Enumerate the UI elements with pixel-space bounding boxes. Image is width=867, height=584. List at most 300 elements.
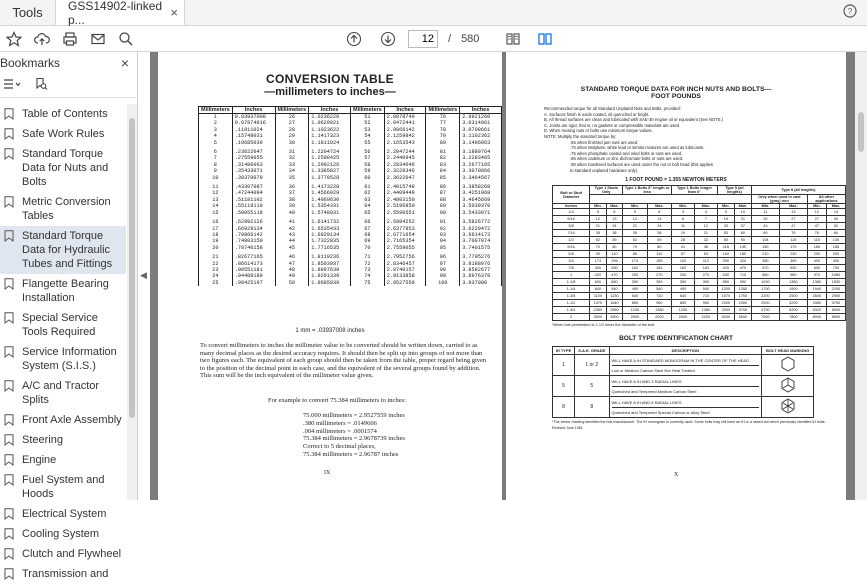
conv-cell: 3.6614173 [460, 232, 502, 238]
torque-cell: 390 [694, 279, 717, 286]
help-icon[interactable] [843, 4, 857, 21]
bookmark-item[interactable] [0, 144, 126, 192]
conv-cell: 3.2677165 [460, 162, 502, 168]
torque-cell: 9/16 [553, 244, 590, 251]
conv-header-in: Inches [232, 107, 275, 114]
torque-cell: 940 [606, 286, 623, 293]
bookmark-item[interactable] [0, 192, 126, 226]
close-panel-icon[interactable]: × [120, 55, 129, 71]
conv-cell: 62 [350, 190, 384, 196]
conv-cell: 21 [199, 251, 233, 260]
conv-cell: 81 [426, 146, 460, 155]
torque-cell: 180 [734, 251, 751, 258]
conv-cell: 3.8976378 [460, 273, 502, 279]
print-icon[interactable] [56, 26, 84, 52]
torque-cell: 3200 [779, 300, 807, 307]
torque-cell: 850 [751, 272, 779, 279]
torque-cell: 1700 [751, 286, 779, 293]
bookmark-item[interactable] [0, 226, 126, 274]
page-folio-right: X [674, 472, 679, 478]
conv-cell: 1.3779528 [309, 175, 351, 181]
upload-cloud-icon[interactable] [28, 26, 56, 52]
torque-cell: 640 [623, 293, 647, 300]
conv-cell: .62992126 [232, 216, 275, 225]
bookmarks-panel [0, 52, 138, 580]
torque-cell: 5000 [717, 314, 734, 321]
conv-cell: 1.0629921 [309, 120, 351, 126]
torque-cell: 69 [751, 230, 779, 237]
torque-cell: 540 [647, 286, 671, 293]
torque-cell: 43 [751, 223, 779, 230]
conv-cell: 2.8346457 [384, 261, 426, 267]
torque-cell: 181 [647, 265, 671, 272]
conv-cell: 2.5984252 [384, 216, 426, 225]
torque-cell: 230 [779, 251, 807, 258]
conv-cell: 1.8110236 [309, 251, 351, 260]
example-line: .380 millimeters = .0149606 [303, 419, 377, 427]
torque-cell: 12 [807, 209, 826, 216]
bookmark-flag-icon [4, 414, 14, 426]
conv-cell: 2.4015748 [384, 181, 426, 190]
torque-cell: 13 [779, 209, 807, 216]
conv-cell: 2.7559055 [384, 245, 426, 251]
torque-note-line: to standard unplated hardware only). [570, 167, 639, 173]
torque-cell: 24 [606, 223, 623, 230]
torque-cell: 52 [623, 237, 647, 244]
bookmark-item[interactable] [0, 450, 126, 470]
bookmark-flag-icon [4, 108, 14, 120]
bolt-type: 8 [553, 397, 575, 418]
bookmark-label: Table of Contents [22, 108, 108, 120]
conv-cell: .59055118 [232, 210, 275, 216]
torque-cell: 5 [623, 209, 647, 216]
conv-cell: .23622047 [232, 146, 275, 155]
torque-cell: 24 [647, 223, 671, 230]
torque-cell: 850 [672, 300, 695, 307]
conversion-subtitle: —millimeters to inches— [264, 86, 396, 98]
conv-cell: 74 [350, 273, 384, 279]
torque-subheader: Max. [779, 204, 807, 209]
conv-cell: 49 [275, 273, 309, 279]
bookmark-label: Engine [22, 454, 57, 466]
conv-cell: 54 [350, 133, 384, 139]
torque-cell: 28 [672, 237, 695, 244]
torque-cell: 1470 [590, 300, 607, 307]
conv-cell: 91 [426, 216, 460, 225]
torque-cell: 390 [647, 279, 671, 286]
torque-cell: 970 [807, 272, 826, 279]
torque-cell: 5 [590, 209, 607, 216]
torque-cell: 950 [779, 272, 807, 279]
torque-subtitle: FOOT POUNDS [651, 93, 701, 100]
next-page-icon[interactable] [374, 26, 402, 52]
torque-header-type5: Type 5 (all lengths) [717, 186, 751, 195]
conv-cell: 36 [275, 181, 309, 190]
torque-cell: 84 [826, 230, 845, 237]
torque-subheader: Max. [606, 204, 623, 209]
conv-cell: 55 [350, 140, 384, 146]
torque-cell: 6000 [826, 307, 845, 314]
page-total: 580 [461, 32, 480, 45]
torque-cell: 2200 [751, 293, 779, 300]
torque-cell: 630 [779, 265, 807, 272]
search-icon[interactable] [112, 26, 140, 52]
page-conversion-table [158, 52, 502, 500]
torque-cell: 710 [694, 293, 717, 300]
torque-cell: 165 [807, 244, 826, 251]
conv-cell: .35433071 [232, 168, 275, 174]
bookmark-item[interactable] [0, 504, 126, 524]
torque-cell: 710 [734, 272, 751, 279]
torque-cell: 2900 [751, 300, 779, 307]
torque-cell: 110 [606, 251, 623, 258]
bookmark-item[interactable] [0, 376, 126, 410]
page-separator: / [448, 32, 452, 45]
conv-cell: 22 [199, 261, 233, 267]
bookmark-flag-icon [4, 230, 14, 242]
conv-cell: 27 [275, 120, 309, 126]
conv-cell: 0.07874016 [232, 120, 275, 126]
conv-cell: 45 [275, 245, 309, 251]
conv-cell: 98 [426, 267, 460, 273]
bookmark-flag-icon [4, 528, 14, 540]
bolt-header: IH TYPE [553, 347, 575, 355]
torque-cell: 6 [647, 209, 671, 216]
close-tab-icon[interactable]: × [170, 5, 178, 20]
bookmark-item[interactable] [0, 274, 126, 308]
torque-row [553, 216, 846, 223]
torque-cell: 1900 [779, 286, 807, 293]
bolt-grade: 5 [575, 376, 609, 397]
conv-cell: 30 [275, 140, 309, 146]
conv-cell: 66 [350, 216, 384, 225]
torque-cell: 11 [672, 223, 695, 230]
bookmark-item[interactable] [0, 544, 126, 564]
conv-cell: .66929134 [232, 226, 275, 232]
torque-row [553, 230, 846, 237]
conv-cell: 2.4409449 [384, 190, 426, 196]
bookmark-label: Fuel System and Hoods [22, 474, 105, 500]
bookmark-item[interactable] [0, 342, 126, 376]
torque-cell: 76 [807, 230, 826, 237]
conv-cell: 3.4645669 [460, 197, 502, 203]
page-number-input[interactable] [408, 30, 438, 48]
bolt-description [609, 397, 762, 418]
conv-cell: 83 [426, 162, 460, 168]
torque-cell: 53 [717, 230, 734, 237]
bolt-row [553, 397, 814, 418]
bookmark-item[interactable] [0, 308, 126, 342]
toolbar-scroll-edge [853, 26, 867, 52]
torque-note-line: .90 when hardened surfaces are used under the nut or bolt head (this applies [570, 161, 713, 167]
torque-cell: 7800 [779, 314, 807, 321]
torque-cell: 490 [672, 286, 695, 293]
torque-cell: 46 [694, 244, 717, 251]
torque-cell: 1530 [826, 279, 845, 286]
torque-cell: 3 [672, 209, 695, 216]
torque-cell: 1-1/2 [553, 300, 590, 307]
conv-cell: 1 [199, 114, 233, 121]
conv-cell: 2.2440945 [384, 155, 426, 161]
conv-header-mm: Millimeters [275, 107, 309, 114]
torque-cell: 840 [590, 286, 607, 293]
example-block [303, 412, 405, 459]
bookmark-label: A/C and Tractor Splits [22, 380, 100, 406]
conv-cell: 1.7322835 [309, 238, 351, 244]
bookmark-item[interactable] [0, 124, 126, 144]
bookmark-item[interactable] [0, 524, 126, 544]
bookmark-star-icon[interactable] [0, 26, 28, 52]
torque-cell: 250 [623, 272, 647, 279]
conv-cell: 1.1811024 [309, 140, 351, 146]
conv-cell: 2.8740157 [384, 267, 426, 273]
conv-cell: 34 [275, 168, 309, 174]
conv-cell: 3.0708661 [460, 127, 502, 133]
document-canvas [150, 52, 855, 500]
collapse-panel-arrow-icon[interactable]: ◀ [140, 270, 147, 280]
torque-subheader: Min. [751, 204, 779, 209]
torque-cell: 70 [623, 244, 647, 251]
torque-cell: 13 [647, 216, 671, 223]
torque-subheader: Max. [734, 204, 751, 209]
conv-cell: 7 [199, 155, 233, 161]
torque-cell: 63 [694, 251, 717, 258]
conv-header-in: Inches [460, 107, 502, 114]
tools-tab[interactable]: Tools [12, 5, 43, 20]
bookmark-item[interactable] [0, 430, 126, 450]
bookmark-label: Steering [22, 434, 63, 446]
torque-cell: 5320 [807, 307, 826, 314]
torque-cell: 1 [553, 272, 590, 279]
example-line: 75.384 millimeters = 2.9678739 inches [303, 435, 405, 443]
torque-cell: 86 [623, 251, 647, 258]
bolt-head-marking-icon [762, 355, 814, 376]
bookmark-label: Special Service Tools Required [22, 312, 98, 338]
conv-cell: 15 [199, 210, 233, 216]
torque-row [553, 286, 846, 293]
conv-cell: 1.9685039 [309, 280, 351, 286]
torque-cell: 1350 [734, 286, 751, 293]
torque-cell: 80 [606, 244, 623, 251]
conv-cell: .27559055 [232, 155, 275, 161]
document-scrollbar[interactable] [855, 52, 867, 500]
conv-cell: 51 [350, 114, 384, 121]
torque-cell: 1230 [606, 293, 623, 300]
conv-cell: 76 [426, 114, 460, 121]
torque-cell: 5/16 [553, 216, 590, 223]
conv-cell: 3.4251968 [460, 190, 502, 196]
conv-cell: 1.8897638 [309, 267, 351, 273]
torque-row [553, 293, 846, 300]
conv-cell: 37 [275, 190, 309, 196]
two-page-scrolling-icon[interactable] [531, 26, 559, 52]
torque-cell: 76 [779, 230, 807, 237]
conv-cell: 1.9291339 [309, 273, 351, 279]
previous-page-icon[interactable] [340, 26, 368, 52]
conv-cell: 1.6535433 [309, 226, 351, 232]
torque-cell: 170 [779, 244, 807, 251]
torque-cell: 35 [623, 230, 647, 237]
conv-cell: 59 [350, 168, 384, 174]
conv-cell: 2.3228346 [384, 168, 426, 174]
torque-cell: 60 [734, 230, 751, 237]
torque-cell: 25 [751, 216, 779, 223]
conv-cell: 77 [426, 120, 460, 126]
torque-cell: 6 [672, 216, 695, 223]
conv-cell: 67 [350, 226, 384, 232]
torque-subheader: Inches [553, 204, 590, 209]
torque-cell: 80 [647, 244, 671, 251]
conv-cell: .86614173 [232, 261, 275, 267]
conv-cell: 3.5039370 [460, 203, 502, 209]
bolt-header: S.A.E. GRADE [575, 347, 609, 355]
torque-cell: 162 [623, 265, 647, 272]
bolt-grade: 8 [575, 397, 609, 418]
torque-cell: 4 [694, 209, 717, 216]
torque-cell: 37 [734, 223, 751, 230]
torque-cell: 1-1/8 [553, 279, 590, 286]
bookmark-item[interactable] [0, 410, 126, 430]
conv-cell: 79 [426, 133, 460, 139]
conv-cell: 39 [275, 203, 309, 209]
bookmarks-scrollbar[interactable] [127, 104, 137, 500]
conv-header-in: Inches [309, 107, 351, 114]
torque-cell: 210 [751, 251, 779, 258]
torque-cell: 420 [590, 272, 607, 279]
torque-cell: 47 [779, 223, 807, 230]
bookmark-flag-icon [4, 346, 14, 358]
bookmark-label: Flangette Bearing Installation [22, 278, 109, 304]
torque-cell: 4700 [751, 307, 779, 314]
torque-cell: 174 [623, 258, 647, 265]
document-tab[interactable] [55, 0, 185, 25]
torque-cell: 195 [647, 258, 671, 265]
bolt-type: 1 [553, 355, 575, 376]
torque-cell: 2650 [606, 307, 623, 314]
bookmark-flag-icon [4, 434, 14, 446]
torque-cell: 640 [672, 293, 695, 300]
email-icon[interactable] [84, 26, 112, 52]
find-bookmark-icon[interactable] [34, 77, 48, 94]
conv-cell: 2 [199, 120, 233, 126]
torque-cell: 21 [734, 216, 751, 223]
torque-cell: 185 [826, 244, 845, 251]
conv-cell: 8 [199, 162, 233, 168]
conv-header-mm: Millimeters [199, 107, 233, 114]
torque-cell: 7/8 [553, 265, 590, 272]
conv-cell: 2.4803150 [384, 197, 426, 203]
conv-cell: 24 [199, 273, 233, 279]
conv-cell: 18 [199, 232, 233, 238]
torque-cell: 112 [694, 258, 717, 265]
torque-subheader: Min. [717, 204, 734, 209]
bolt-desc-main: WILL HAVE A IH AND 6 RADIAL LINES [611, 399, 682, 405]
conv-row [199, 114, 502, 121]
torque-cell: 320 [734, 258, 751, 265]
torque-cell: 21 [623, 223, 647, 230]
torque-row [553, 272, 846, 279]
document-scroll-thumb[interactable] [858, 112, 864, 152]
torque-cell: 1380 [694, 307, 717, 314]
torque-cell: 7/16 [553, 230, 590, 237]
torque-cell: 850 [623, 300, 647, 307]
conv-row [199, 251, 502, 260]
example-line: 75.384 millimeters = 2.96787 inches [303, 450, 399, 458]
torque-row [553, 237, 846, 244]
two-page-view-icon[interactable] [499, 26, 527, 52]
conv-cell: 46 [275, 251, 309, 260]
torque-note-line: .85 when cadmium or zinc dichromate bolts or nuts are used. [570, 156, 684, 162]
bolt-desc-main: WILL HAVE A IH STANDARD MONOGRAM IN THE CENTER OF THE HEAD [611, 357, 749, 363]
torque-cell: 2200 [647, 314, 671, 321]
torque-cell: 600 [590, 279, 607, 286]
bookmark-label: Clutch and Flywheel [22, 548, 122, 560]
conversion-title: CONVERSION TABLE [266, 72, 394, 86]
conv-cell: 96 [426, 251, 460, 260]
torque-cell: 850 [717, 279, 734, 286]
bookmarks-header [0, 52, 137, 74]
bookmark-label: Electrical System [22, 508, 107, 520]
torque-cell: 1380 [647, 307, 671, 314]
bookmark-flag-icon [4, 454, 14, 466]
conv-cell: 2.6377953 [384, 226, 426, 232]
torque-note-line: .65 when finished jam nuts are used. [570, 139, 639, 145]
conv-cell: 29 [275, 133, 309, 139]
conv-cell: 75 [350, 280, 384, 286]
torque-cell: 270 [647, 272, 671, 279]
torque-cell: 32 [694, 237, 717, 244]
page-folio-left: IX [324, 470, 331, 476]
torque-cell: 115 [807, 237, 826, 244]
bookmark-item[interactable] [0, 470, 126, 504]
conv-cell: 60 [350, 175, 384, 181]
conv-cell: 1.4566929 [309, 190, 351, 196]
torque-cell: 250 [672, 272, 695, 279]
torque-cell: 1-1/4 [553, 286, 590, 293]
torque-cell: 130 [734, 244, 751, 251]
bolt-desc-material: Quenched and Tempered Medium Carbon Steel [612, 386, 760, 394]
torque-cell: 540 [694, 286, 717, 293]
bookmark-label: Safe Work Rules [22, 128, 105, 140]
torque-cell: 1200 [751, 279, 779, 286]
torque-cell: 1940 [807, 286, 826, 293]
torque-cell: 2000 [623, 314, 647, 321]
bookmark-item[interactable] [0, 104, 126, 124]
bookmark-flag-icon [4, 278, 14, 290]
torque-cell: 19 [717, 216, 734, 223]
torque-cell: 110 [647, 251, 671, 258]
torque-cell: 230 [807, 251, 826, 258]
torque-title: STANDARD TORQUE DATA FOR INCH NUTS AND BOLTS— [580, 86, 772, 93]
torque-note-line: B. All thread surfaces are clean and lubricated with SAE-30 engine oil or equivalent (See NOTE.) [544, 117, 724, 123]
conv-cell: 17 [199, 226, 233, 232]
example-line: Correct to 5 decimal places, [303, 443, 376, 451]
torque-row [553, 258, 846, 265]
torque-cell: 5600 [734, 314, 751, 321]
torque-subheader: Max. [826, 204, 845, 209]
torque-cell: 3300 [717, 307, 734, 314]
torque-subheader: Min. [623, 204, 647, 209]
bookmarks-title: Bookmarks [0, 56, 61, 70]
options-menu-icon[interactable] [2, 77, 22, 94]
torque-cell: 1-3/4 [553, 307, 590, 314]
torque-cell: 1350 [779, 279, 807, 286]
torque-note-line: Recommended torque for all Standard Unplated Nuts and Bolts, provided: [544, 106, 681, 111]
bookmarks-scroll-thumb[interactable] [129, 118, 135, 418]
bookmark-item[interactable] [0, 564, 126, 584]
conv-cell: 3.1496063 [460, 140, 502, 146]
bookmark-flag-icon [4, 128, 14, 140]
